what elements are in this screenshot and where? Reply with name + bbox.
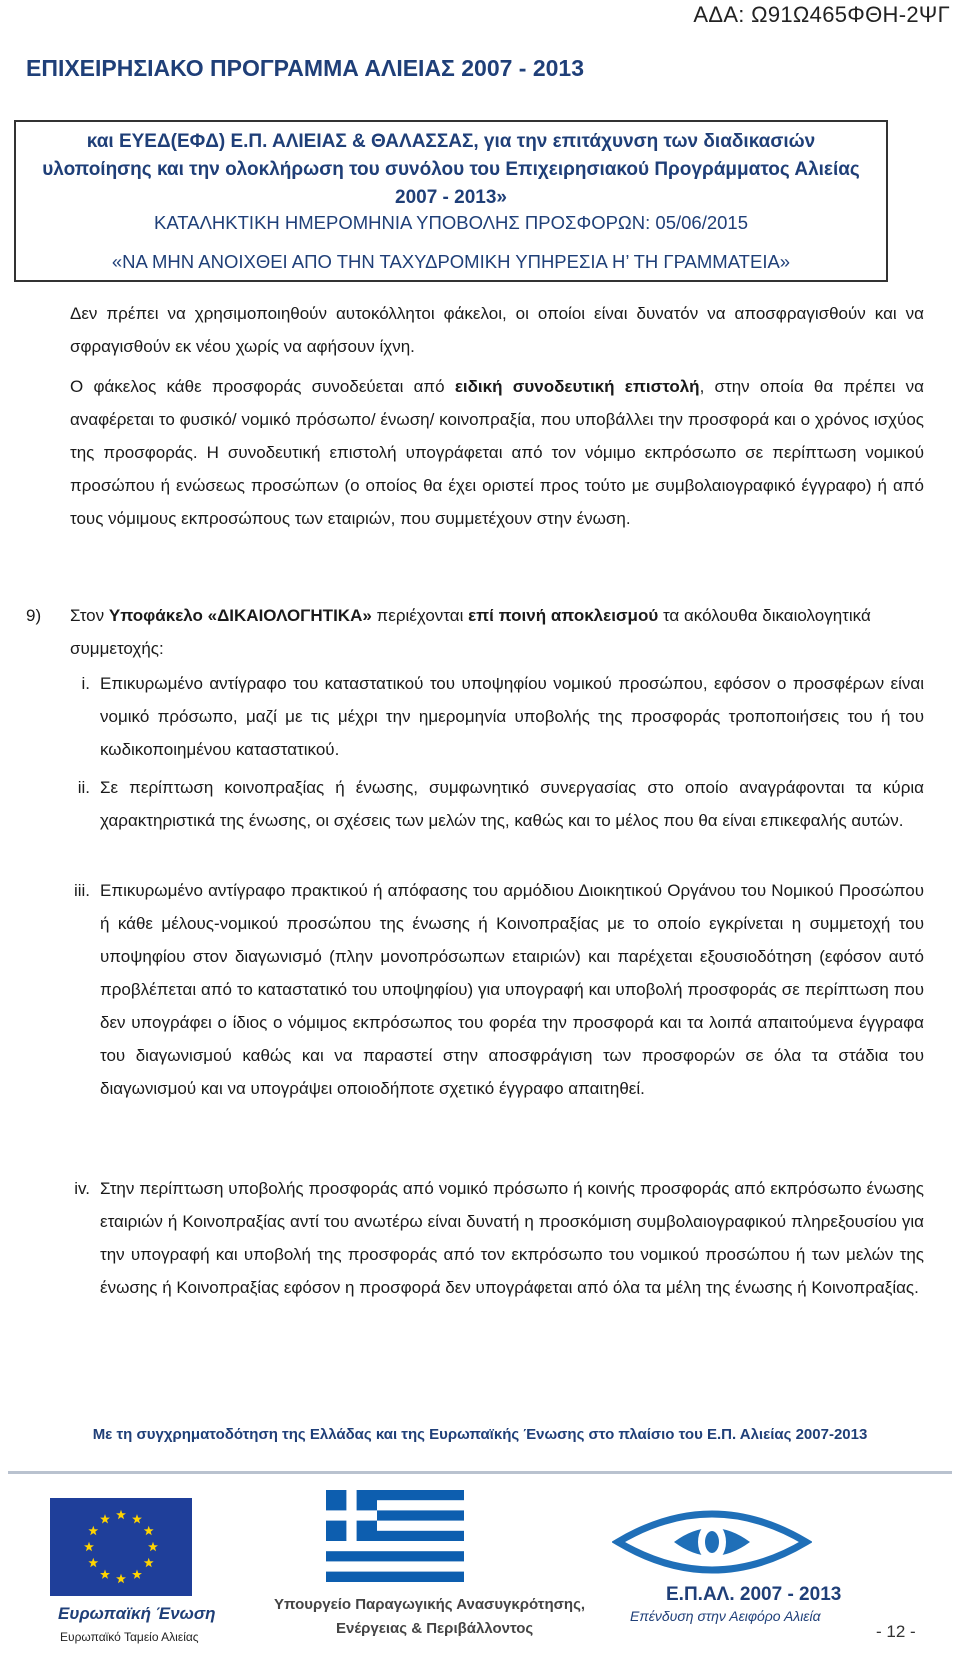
greek-flag-stripe <box>326 1572 464 1582</box>
text-run: περιέχονται <box>371 606 469 625</box>
epal-program-title: Ε.Π.ΑΛ. 2007 - 2013 <box>666 1584 842 1605</box>
sub-item-text: Επικυρωμένο αντίγραφο πρακτικού ή απόφασης του αρμόδιου Διοικητικού Οργάνου του Νομικού Προσώπου ή κάθε μέλους-νομικού προσώπου της ένωσης ή Κοινοπραξίας με το οποίο εγκρίνεται η συμμετοχή του υποψηφίου στον διαγωνισμό (πλην μονοπρόσωπων εταιριών) και παρέχεται εξουσιοδότηση (εφόσον αυτό προβλέπεται από το καταστατικό του υποψηφίου) για υπογραφή και υποβολή προσφοράς σε περίπτωση που δεν υπογράφει ο ίδιος ο νόμιμος εκπρόσωπος του φορέα την προσφορά και τα λοιπά απαιτούμενα έγγραφα του διαγωνισμού καθώς και να παραστεί στην αποσφράγιση των προσφορών σε όλα τα στάδια του διαγωνισμού και να υπογράψει οποιοδήποτε σχετικό έγγραφο απαιτηθεί. <box>100 881 924 1098</box>
epal-eye-logo-icon <box>612 1504 812 1580</box>
roman-number: iv. <box>74 1179 90 1198</box>
envelope-label-heading <box>16 128 886 212</box>
footer-divider <box>8 1471 952 1474</box>
text-run: , στην οποία θα πρέπει να αναφέρεται το φυσικό/ νομικό πρόσωπο/ ένωση/ κοινοπραξία, που υποβάλλει την προσφορά και ο χρόνος ισχύος της προσφοράς. Η συνοδευτική επιστολή υπογράφεται από τον νόμιμο εκπρόσωπο σε περίπτωση νομικού προσώπου ή ενώσεως προσώπων (ο οποίος θα έχει οριστεί προς τούτο με συμβολαιογραφικό έγγραφο) ή από τους νόμιμους εκπροσώπους των εταιριών, που συμμετέχουν στην ένωση. <box>70 377 925 528</box>
list-item-9-text <box>70 599 924 665</box>
paragraph-cover-letter <box>70 370 924 535</box>
eu-name-label: Ευρωπαϊκή Ένωση <box>58 1604 216 1623</box>
do-not-open-notice: «ΝΑ ΜΗΝ ΑΝΟΙΧΘΕΙ ΑΠΟ ΤΗΝ ΤΑΧΥΔΡΟΜΙΚΗ ΥΠΗΡΕΣΙΑ Η’ ΤΗ ΓΡΑΜΜΑΤΕΙΑ» <box>111 251 791 272</box>
eu-flag-icon <box>50 1498 192 1596</box>
epal-slogan: Επένδυση στην Αειφόρο Αλιεία <box>630 1608 821 1624</box>
page-number: - 12 - <box>876 1622 916 1641</box>
ministry-name-line-2: Ενέργειας & Περιβάλλοντος <box>336 1620 534 1637</box>
roman-number: iii. <box>73 881 90 900</box>
text-run: τα ακόλουθα δικαιολογητικά συμμετοχής: <box>70 606 871 658</box>
bold-text: ειδική συνοδευτική επιστολή <box>454 377 700 396</box>
co-funding-statement: Με τη συγχρηματοδότηση της Ελλάδας και της Ευρωπαϊκής Ένωσης στο πλαίσιο του Ε.Π. Αλιείας 2007-2013 <box>92 1426 868 1443</box>
ada-code: ΑΔΑ: Ω91Ω465ΦΘΗ-2ΨΓ <box>693 2 950 27</box>
envelope-label-line-3: 2007 - 2013» <box>395 187 507 208</box>
roman-number: i. <box>81 674 90 693</box>
list-number: 9) <box>26 606 42 625</box>
ministry-name-line-1: Υπουργείο Παραγωγικής Ανασυγκρότησης, <box>274 1596 586 1613</box>
text-run: Ο φάκελος κάθε προσφοράς συνοδεύεται από <box>70 377 455 396</box>
sub-item-text: Στην περίπτωση υποβολής προσφοράς από νομικό πρόσωπο ή κοινής προσφοράς από εκπρόσωπο ένωσης εταιριών ή Κοινοπραξίας αντί του ανωτέρω είναι δυνατή η προσκόμιση συμβολαιογραφικού πληρεξουσίου για την υπογραφή και υποβολή της προσφοράς από τον εκπρόσωπο του νομικού προσώπου ή των μελών της ένωσης ή Κοινοπραξίας εφόσον η προσφορά δεν υπογράφεται από όλα τα μέλη της ένωσης ή Κοινοπραξίας. <box>100 1179 924 1297</box>
sub-item-text: Επικυρωμένο αντίγραφο του καταστατικού του υποψηφίου νομικού προσώπου, εφόσον ο προσφέρων είναι νομικό πρόσωπο, μαζί με τις μέχρι την ημερομηνία υποβολής της προσφοράς τροποποιήσεις του ή του κωδικοποιημένου καταστατικού. <box>100 674 924 759</box>
program-title: ΕΠΙΧΕΙΡΗΣΙΑΚΟ ΠΡΟΓΡΑΜΜΑ ΑΛΙΕΙΑΣ 2007 - 2013 <box>26 55 585 81</box>
bold-text: επί ποινή αποκλεισμού <box>468 606 659 625</box>
eu-fisheries-fund-label: Ευρωπαϊκό Ταμείο Αλιείας <box>60 1630 199 1644</box>
deadline-text: ΚΑΤΑΛΗΚΤΙΚΗ ΗΜΕΡΟΜΗΝΙΑ ΥΠΟΒΟΛΗΣ ΠΡΟΣΦΟΡΩΝ: 05/06/2015 <box>154 212 748 233</box>
paragraph-self-adhesive-envelopes: Δεν πρέπει να χρησιμοποιηθούν αυτοκόλλητοι φάκελοι, οι οποίοι είναι δυνατόν να αποσφραγισθούν και να σφραγισθούν εκ νέου χωρίς να αφήσουν ίχνη. <box>70 304 924 356</box>
greek-flag-icon <box>326 1490 464 1582</box>
eye-pupil-center <box>705 1531 719 1553</box>
sub-item-text: Σε περίπτωση κοινοπραξίας ή ένωσης, συμφωνητικό συνεργασίας στο οποίο αναγράφονται τα κύρια χαρακτηριστικά της ένωσης, οι σχέσεις των μελών της, καθώς και το μέλος που θα είναι επικεφαλής αυτών. <box>100 778 924 830</box>
envelope-label-line-1: και ΕΥΕΔ(ΕΦΔ) Ε.Π. ΑΛΙΕΙΑΣ & ΘΑΛΑΣΣΑΣ, για την επιτάχυνση των διαδικασιών <box>86 131 816 152</box>
envelope-label-line-2: υλοποίησης και την ολοκλήρωση του συνόλου του Επιχειρησιακού Προγράμματος Αλιείας <box>42 159 860 180</box>
greek-flag-stripe <box>326 1551 464 1561</box>
text-run: Στον <box>70 606 109 625</box>
roman-number: ii. <box>77 778 90 797</box>
envelope-label-box <box>14 120 888 282</box>
greek-flag-cross <box>326 1510 377 1520</box>
bold-text: Υποφάκελο «ΔΙΚΑΙΟΛΟΓΗΤΙΚΑ» <box>108 606 372 625</box>
